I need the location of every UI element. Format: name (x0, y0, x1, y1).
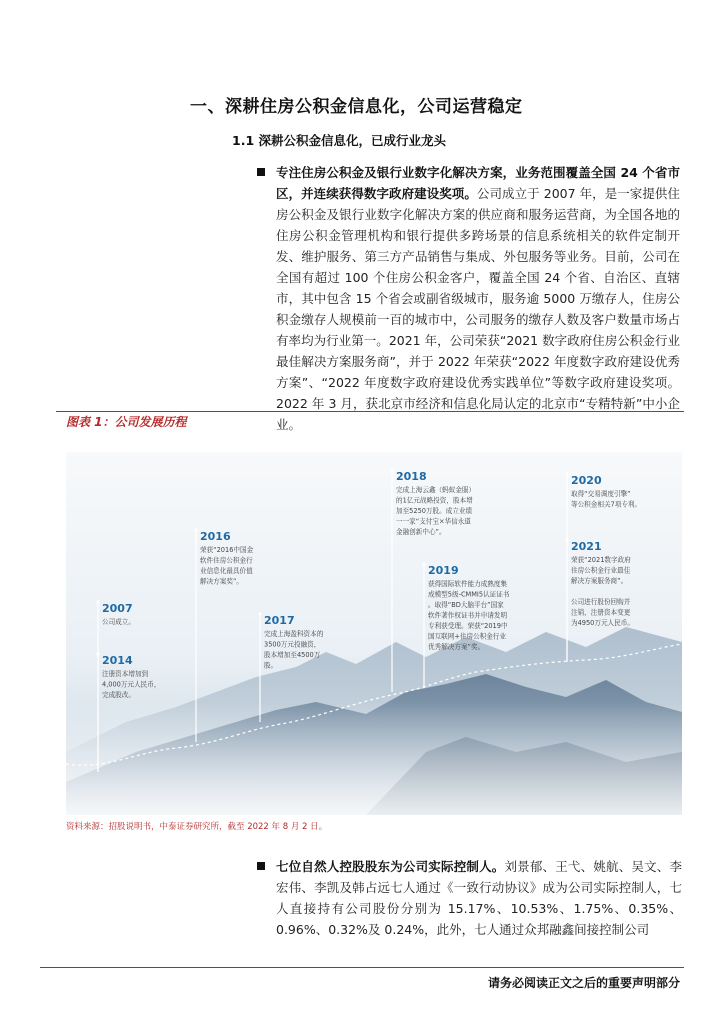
milestone-text: 金融创新中心”。 (396, 528, 446, 536)
milestone-dot (565, 538, 568, 541)
milestone-text: 一一家“支付宝×华信永道 (396, 517, 471, 526)
milestone-text: 的1亿元战略投资，股本增 (396, 496, 473, 505)
milestone-text: 软件住房公积金行 (200, 556, 253, 565)
milestone-text: 等公积金相关7项专利。 (571, 500, 642, 509)
milestone-dot (565, 472, 568, 475)
milestone-text: 注销，注册资本变更 (571, 608, 631, 617)
milestone-text: 专利获受理。荣获“2019中 (428, 622, 508, 630)
milestone-text: 取得“交易调度引擎” (571, 490, 631, 498)
milestone-text: 注册资本增加到 (102, 670, 149, 678)
milestone-year: 2007 (102, 602, 133, 615)
milestone-year: 2019 (428, 564, 459, 577)
subsection-title: 1.1 深耕公积金信息化，已成行业龙头 (232, 133, 446, 148)
figure-caption: 图表 1：公司发展历程 (66, 415, 187, 429)
footer-disclaimer: 请务必阅读正文之后的重要声明部分 (487, 976, 680, 990)
milestone-text: 加至5250万股。成立业绩 (396, 507, 473, 515)
bullet-square-icon (257, 862, 265, 870)
milestone-year: 2017 (264, 614, 295, 627)
paragraph-lead: 专注住房公积金及银行业数字化解决方案，业务范围覆盖全国 24 个省市区，并连续获得数字政府建设奖项。 (276, 165, 680, 201)
milestone-text: 股本增加至4500万 (264, 651, 321, 659)
section-title: 一、深耕住房公积金信息化，公司运营稳定 (190, 97, 523, 117)
milestone-text: 完成上海盈科资本的 (264, 630, 324, 638)
milestone-text: 解决方案奖”。 (200, 577, 243, 586)
milestone-text: 软件著作权证书并申请发明 (428, 611, 508, 620)
paragraph-body: 刘景郁、王弋、姚航、吴文、李宏伟、李凯及韩占远七人通过《一致行动协议》成为公司实际控制人，七人直接持有公司股份分别为 15.17%、10.53%、1.75%、0.35%、0.96%、0.32%及 0.24%，此外，七人通过众邦融鑫间接控制公司 (276, 859, 682, 937)
milestone-text: 成模型5级-CMMI5认证证书 (428, 590, 510, 599)
milestone-text: 荣获“2016中国金 (200, 546, 254, 554)
milestone-text: 获得国际软件能力成熟度集 (428, 580, 508, 588)
paragraph-body: 公司成立于 2007 年，是一家提供住房公积金及银行业数字化解决方案的供应商和服务运营商，为全国各地的住房公积金管理机构和银行提供多跨场景的信息系统相关的软件定制开发、维护服务、第三方产品销售与集成、外包服务等业务。目前，公司在全国有超过 100 个住房公积金客户，覆盖全国 24 个省、自治区、直辖市，其中包含 15 个省会或副省级城市，服务逾 5000 万缴存人，住房公积金缴存人规模前一百的城市中，公司服务的缴存人数及客户数量市场占有率均为行业第一。2021 年，公司荣获“2021 数字政府住房公积金行业最佳解决方案服务商”，并于 2022 年荣获“2022 年度数字政府建设优秀方案”、“2022 年度数字政府建设优秀实践单位”等数字政府建设奖项。2022 年 3 月，获北京市经济和信息化局认定的北京市“专精特新”中小企业。 (276, 186, 680, 432)
development-timeline-figure (66, 452, 682, 815)
milestone-text: 住房公积金行业最佳 (571, 566, 631, 575)
milestone-text: 荣获“2021数字政府 (571, 556, 631, 564)
milestone-text: 解决方案服务商”。 (571, 577, 628, 585)
milestone-year: 2018 (396, 470, 427, 483)
milestone-text: 4,000万元人民币， (102, 680, 161, 689)
figure-source: 资料来源：招股说明书，中泰证券研究所，截至 2022 年 8 月 2 日。 (66, 822, 328, 832)
milestone-text: 公司成立。 (102, 618, 135, 626)
milestone-text: 业信息化最具价值 (200, 567, 253, 575)
milestone-text: 3500万元投融资， (264, 640, 321, 649)
milestone-dot (390, 468, 393, 471)
milestone-dot (422, 562, 425, 565)
milestone-year: 2021 (571, 540, 602, 553)
footer-rule (40, 967, 684, 968)
milestone-dot (96, 600, 99, 603)
milestone-text: 。取得“BD大脑平台”国家 (428, 601, 504, 609)
milestone-text: 完成上海云鑫（蚂蚁金服） (396, 486, 476, 494)
milestone-year: 2020 (571, 474, 602, 487)
timeline-svg (66, 452, 682, 815)
milestone-year: 2014 (102, 654, 133, 667)
paragraph-lead: 七位自然人控股股东为公司实际控制人。 (276, 859, 505, 874)
figure-rule (56, 411, 684, 412)
paragraph-controlling-shareholders (276, 856, 682, 940)
milestone-dot (258, 612, 261, 615)
milestone-dot (194, 528, 197, 531)
mist-overlay (66, 702, 682, 815)
milestone-text: 股。 (264, 661, 278, 670)
milestone-text: 为4950万元人民币。 (571, 619, 634, 627)
milestone-year: 2016 (200, 530, 231, 543)
milestone-text: 优秀解决方案”奖。 (428, 643, 485, 651)
milestone-text: 国互联网+住房公积金行业 (428, 632, 507, 641)
paragraph-company-overview (276, 162, 680, 435)
milestone-text: 完成股改。 (102, 691, 135, 699)
milestone-dot (96, 652, 99, 655)
bullet-square-icon (257, 168, 265, 176)
milestone-text: 公司进行股份回购并 (571, 598, 631, 606)
